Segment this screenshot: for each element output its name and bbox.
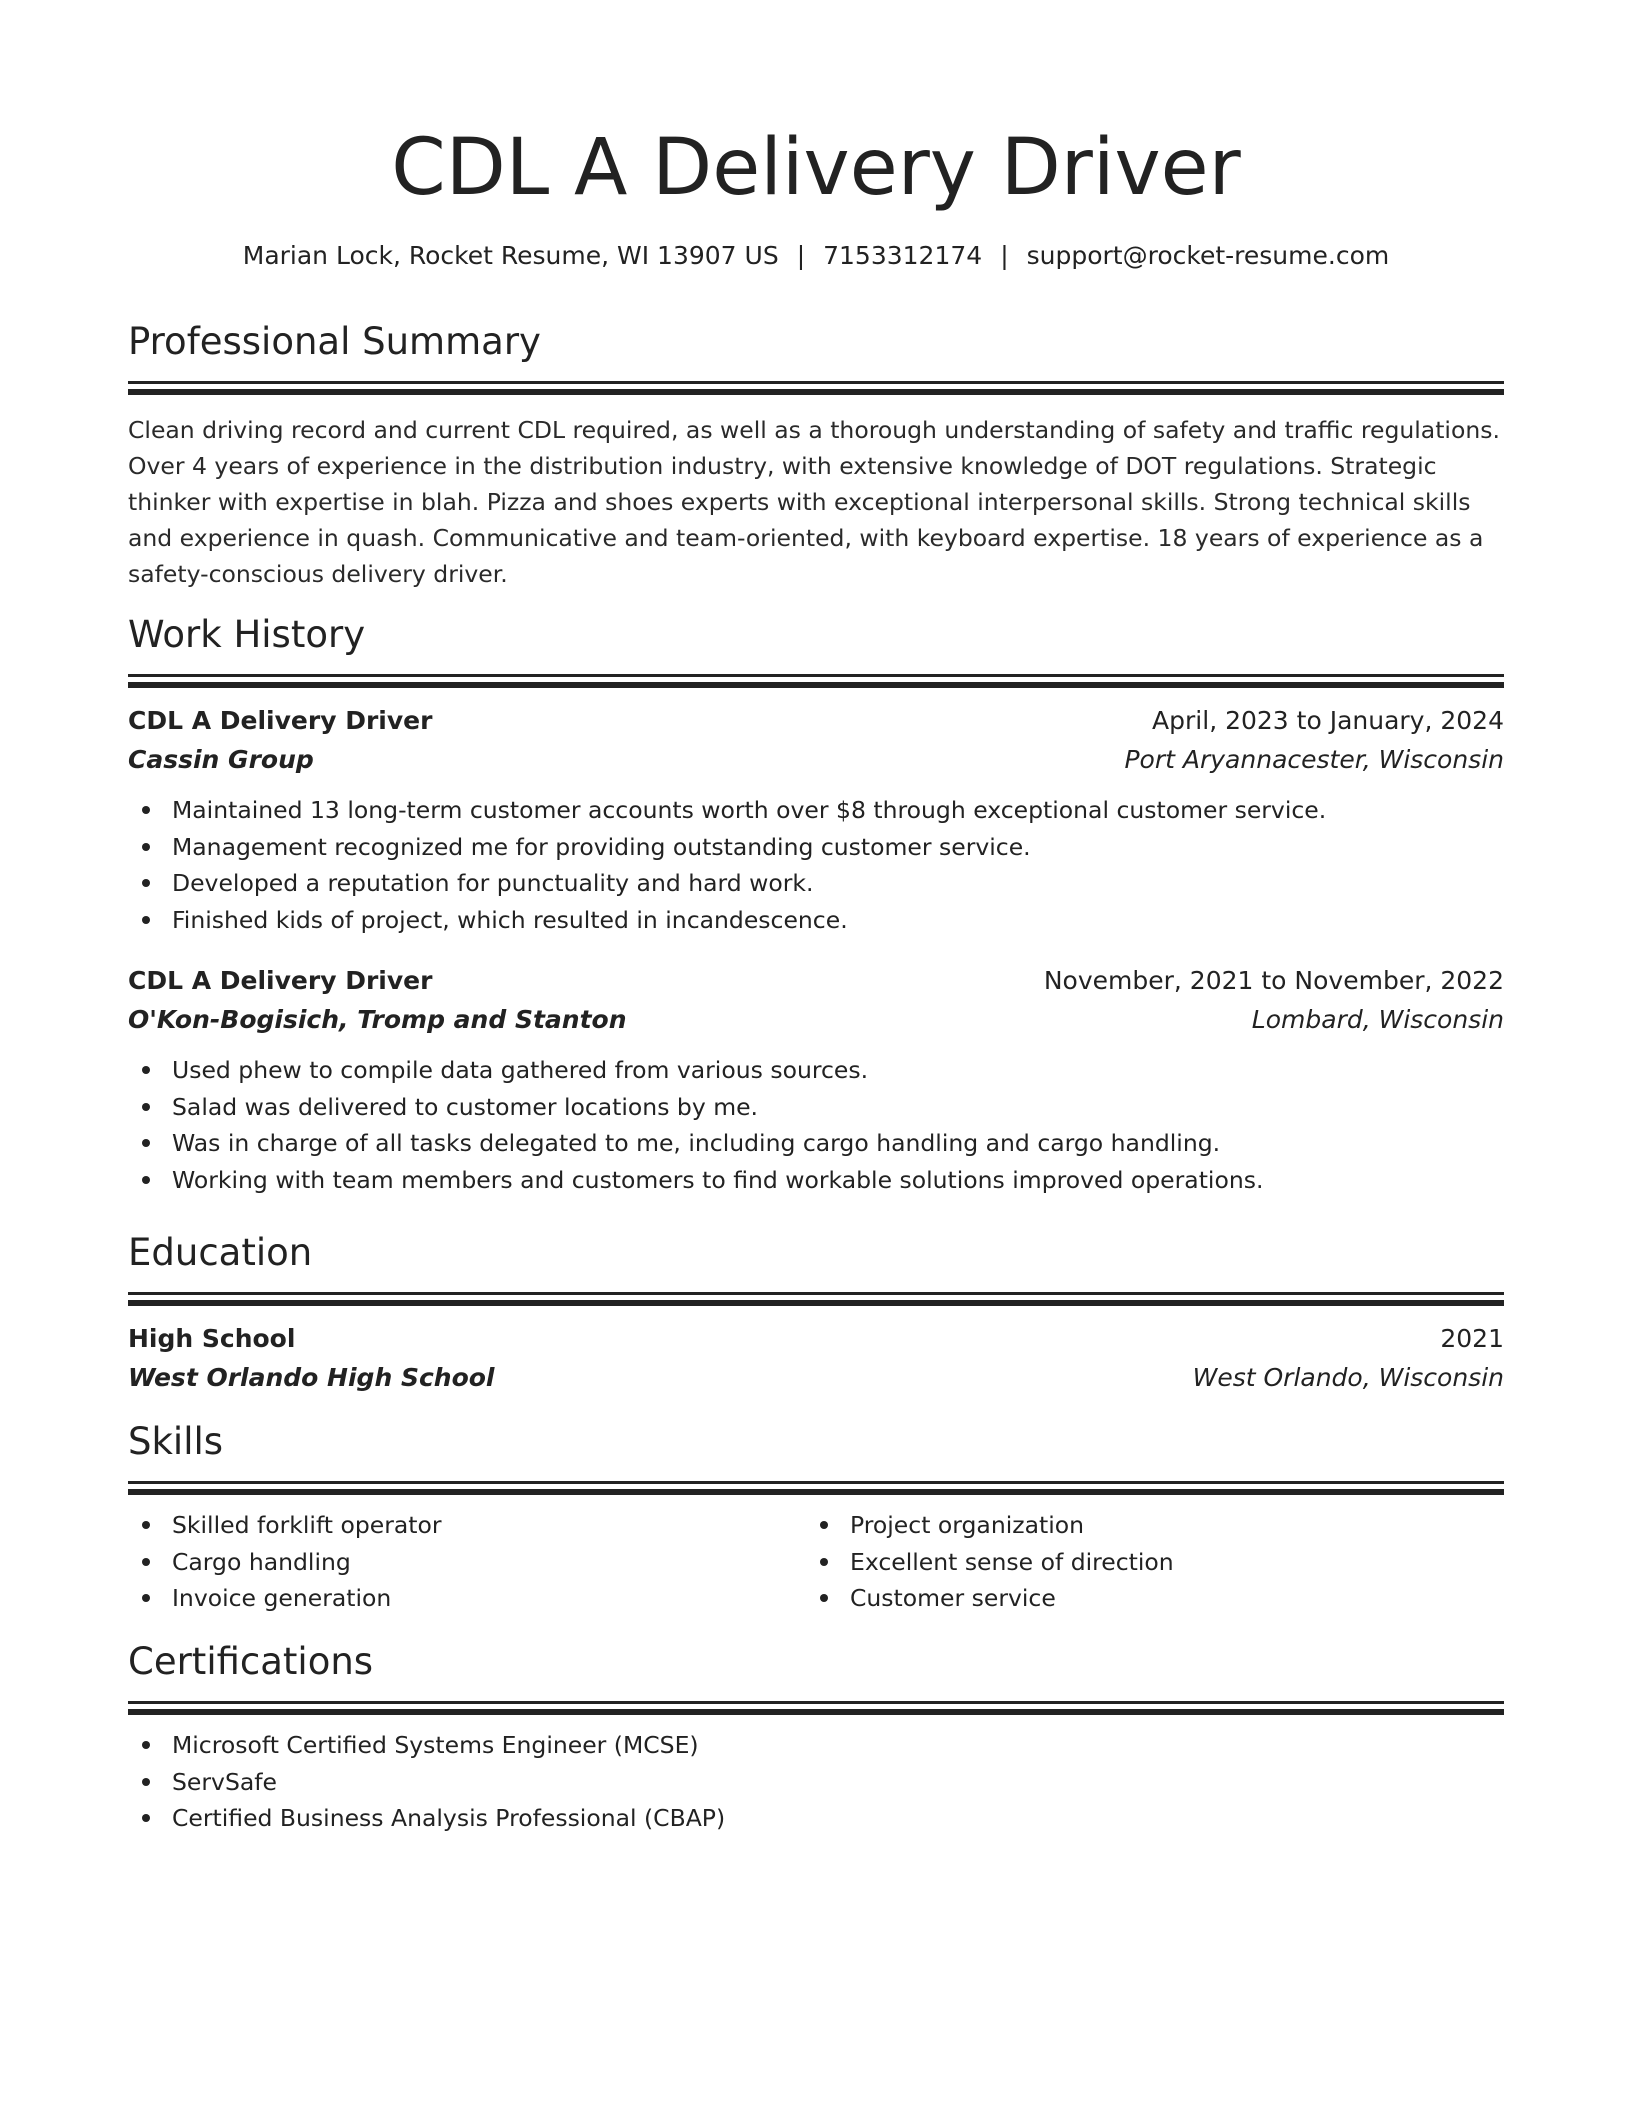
contact-separator: | (1000, 241, 1009, 270)
job-location: Lombard, Wisconsin (1251, 1005, 1504, 1034)
skills-section (128, 1417, 1504, 1617)
skills-columns (128, 1495, 1504, 1617)
work-history-section (128, 610, 1504, 1198)
section-divider (128, 1709, 1504, 1715)
list-item (128, 1507, 806, 1544)
list-item-text: Working with team members and customers to find workable solutions improved operations. (172, 1165, 1264, 1194)
list-item-text: Salad was delivered to customer locations by me. (172, 1092, 759, 1121)
contact-line (128, 236, 1504, 276)
job-dates: April, 2023 to January, 2024 (1152, 706, 1504, 735)
list-item (128, 792, 1504, 829)
skill-item: Customer service (850, 1584, 1056, 1612)
bullet-icon (142, 843, 150, 851)
summary-section (128, 317, 1504, 592)
list-item (806, 1580, 1484, 1617)
list-item (128, 1162, 1504, 1199)
bullet-icon (142, 879, 150, 887)
list-item (128, 1089, 1504, 1126)
skills-list-left (128, 1507, 806, 1617)
section-divider (128, 674, 1504, 677)
section-divider (128, 1701, 1504, 1704)
certification-item: ServSafe (172, 1767, 277, 1796)
skills-list-right (806, 1507, 1484, 1617)
bullet-icon (142, 1176, 150, 1184)
education-section (128, 1228, 1504, 1398)
contact-address: Marian Lock, Rocket Resume, WI 13907 US (242, 241, 779, 270)
education-school-row (128, 1358, 1504, 1398)
contact-phone: 7153312174 (823, 241, 983, 270)
list-item (128, 1764, 1504, 1801)
skill-item: Invoice generation (172, 1584, 392, 1612)
bullet-icon (142, 1521, 150, 1529)
skill-item: Excellent sense of direction (850, 1547, 1174, 1576)
resume-title: CDL A Delivery Driver (391, 123, 1241, 213)
list-item (128, 1544, 806, 1581)
certifications-list (128, 1727, 1504, 1837)
list-item-text: Finished kids of project, which resulted in incandescence. (172, 905, 848, 934)
job-title: CDL A Delivery Driver (128, 966, 433, 995)
section-heading-skills: Skills (128, 1420, 224, 1463)
list-item-text: Management recognized me for providing outstanding customer service. (172, 832, 1031, 861)
list-item-text: Maintained 13 long-term customer accounts worth over $8 through exceptional customer service. (172, 796, 1327, 824)
education-year: 2021 (1440, 1324, 1504, 1353)
job-title: CDL A Delivery Driver (128, 706, 433, 735)
job-header-row (128, 702, 1504, 740)
bullet-icon (820, 1594, 828, 1602)
education-location: West Orlando, Wisconsin (1192, 1363, 1504, 1392)
education-degree: High School (128, 1324, 296, 1353)
bullet-icon (142, 1558, 150, 1566)
list-item (128, 1800, 1504, 1837)
contact-separator: | (796, 241, 806, 270)
education-header-row (128, 1320, 1504, 1358)
section-heading-summary: Professional Summary (128, 320, 541, 363)
list-item (128, 1125, 1504, 1162)
section-divider (128, 381, 1504, 384)
education-school: West Orlando High School (128, 1363, 495, 1392)
certification-item: Microsoft Certified Systems Engineer (MCSE) (172, 1731, 699, 1759)
bullet-icon (142, 806, 150, 814)
skill-item: Cargo handling (172, 1547, 351, 1576)
job-company: Cassin Group (128, 745, 314, 774)
list-item-text: Used phew to compile data gathered from various sources. (172, 1056, 869, 1084)
list-item (806, 1544, 1484, 1581)
section-heading-education: Education (128, 1231, 313, 1274)
education-entry (128, 1320, 1504, 1398)
list-item (128, 902, 1504, 939)
section-divider (128, 682, 1504, 688)
job-header-row (128, 962, 1504, 1000)
section-heading-work-history: Work History (128, 613, 366, 656)
list-item (806, 1507, 1484, 1544)
list-item (128, 1052, 1504, 1089)
skill-item: Skilled forklift operator (172, 1511, 442, 1539)
bullet-icon (142, 1594, 150, 1602)
section-divider (128, 389, 1504, 395)
section-divider (128, 1481, 1504, 1484)
list-item-text: Was in charge of all tasks delegated to me, including cargo handling and cargo handling. (172, 1129, 1221, 1157)
certification-item: Certified Business Analysis Professional (CBAP) (172, 1804, 726, 1832)
bullet-icon (142, 1778, 150, 1786)
job-company-row (128, 1000, 1504, 1040)
summary-text: Clean driving record and current CDL required, as well as a thorough understanding of safety and traffic regulations. Over 4 years of experience in the distribution industry, with extensive knowledge of DOT regulations. Strategic thinker with expertise in blah. Pizza and shoes experts with exceptional interpersonal skills. Strong technical skills and experience in quash. Communicative and team-oriented, with keyboard expertise. 18 years of experience as a safety-conscious delivery driver. (128, 416, 1500, 588)
list-item (128, 865, 1504, 902)
job-entry (128, 702, 1504, 938)
certifications-section (128, 1637, 1504, 1837)
job-company: O'Kon-Bogisich, Tromp and Stanton (128, 1005, 627, 1034)
bullet-icon (142, 1814, 150, 1822)
job-entry (128, 962, 1504, 1198)
list-item (128, 1580, 806, 1617)
list-item-text: Developed a reputation for punctuality and hard work. (172, 869, 814, 897)
skill-item: Project organization (850, 1511, 1084, 1539)
job-dates: November, 2021 to November, 2022 (1043, 966, 1504, 995)
job-location: Port Aryannacester, Wisconsin (1124, 745, 1504, 774)
bullet-icon (820, 1521, 828, 1529)
bullet-icon (142, 1066, 150, 1074)
section-divider (128, 1300, 1504, 1306)
job-bullets (128, 792, 1504, 938)
job-bullets (128, 1052, 1504, 1198)
list-item (128, 829, 1504, 866)
list-item (128, 1727, 1504, 1764)
job-company-row (128, 740, 1504, 780)
section-divider (128, 1292, 1504, 1295)
bullet-icon (142, 916, 150, 924)
section-heading-certifications: Certifications (128, 1640, 374, 1683)
contact-email: support@rocket-resume.com (1026, 241, 1390, 270)
bullet-icon (142, 1103, 150, 1111)
bullet-icon (142, 1741, 150, 1749)
bullet-icon (820, 1558, 828, 1566)
bullet-icon (142, 1139, 150, 1147)
